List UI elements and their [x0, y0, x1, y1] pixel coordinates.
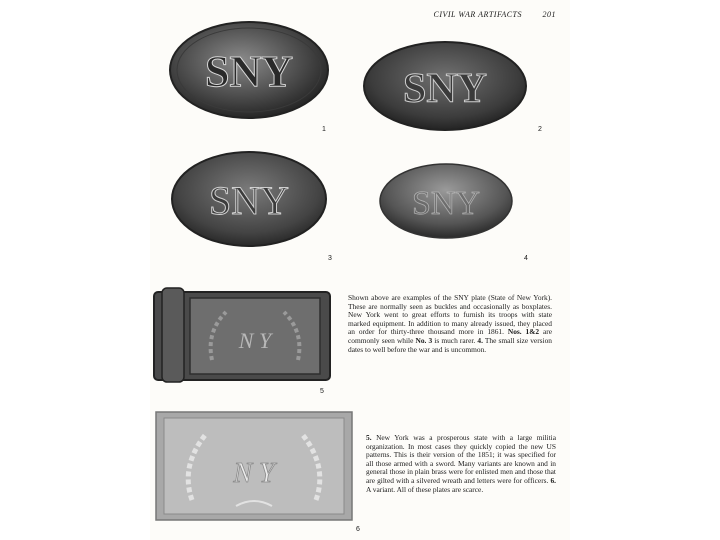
- caption-1-bold-b: No. 3: [415, 335, 433, 345]
- plate-2-lettering: SNY: [402, 66, 488, 112]
- fig-number-1: 1: [322, 126, 326, 133]
- fig-number-6: 6: [356, 526, 360, 533]
- fig-number-2: 2: [538, 126, 542, 133]
- plate-6-lettering: N Y: [233, 458, 275, 489]
- caption-sny-plates: [348, 294, 552, 354]
- plate-2-oval-buckle: [362, 40, 528, 132]
- caption-1-text-c: is much rarer.: [432, 335, 478, 345]
- running-header: [433, 10, 556, 19]
- fig-number-5: 5: [320, 388, 324, 395]
- plate-1-lettering: SNY: [204, 47, 294, 96]
- plate-3-lettering: SNY: [208, 178, 290, 223]
- caption-2-text-a: New York was a prosperous state with a large militia organization. In most cases they quickly copied the new US patterns. This is their version of the 1851; it was specified for all those armed with a sword. Many variants are known and in general those in plain brass were for enlisted men and those that are gilted with a silvered wreath and letters were for officers.: [366, 433, 556, 485]
- plate-5-lettering: N Y: [238, 328, 272, 353]
- caption-2-bold-b: 6.: [550, 475, 556, 485]
- plate-5-rectangular-buckle: [150, 282, 336, 386]
- caption-2-text-b: A variant. All of these plates are scarce.: [366, 484, 484, 494]
- book-page: [150, 0, 570, 540]
- plate-3-oval-buckle: [170, 150, 328, 248]
- header-title: CIVIL WAR ARTIFACTS: [433, 10, 522, 19]
- fig-number-4: 4: [524, 255, 528, 262]
- fig-number-3: 3: [328, 255, 332, 262]
- plate-4-oval-buckle: [378, 162, 514, 240]
- plate-4-lettering: SNY: [411, 185, 481, 222]
- caption-ny-plates: [366, 434, 556, 494]
- caption-2-bold-a: 5.: [366, 433, 372, 442]
- caption-1-text-a: Shown above are examples of the SNY plate (State of New York). These are normally seen as buckles and occasionally as boxplates. New York went to great efforts to furnish its troops with state marked equipment. In addition to many already issued, they placed an order for thirty-three thousand more in 1861.: [348, 293, 552, 337]
- caption-1-bold-c: 4.: [477, 335, 483, 345]
- caption-1-text-b: are commonly seen while: [348, 327, 552, 345]
- caption-1-text-d: The small size version dates to well before the war and is uncommon.: [348, 335, 552, 354]
- plate-6-rectangular-buckle: [154, 410, 354, 522]
- caption-1-bold-a: Nos. 1&2: [507, 327, 540, 337]
- plate-1-oval-buckle: [168, 20, 330, 120]
- header-page-number: 201: [542, 10, 556, 19]
